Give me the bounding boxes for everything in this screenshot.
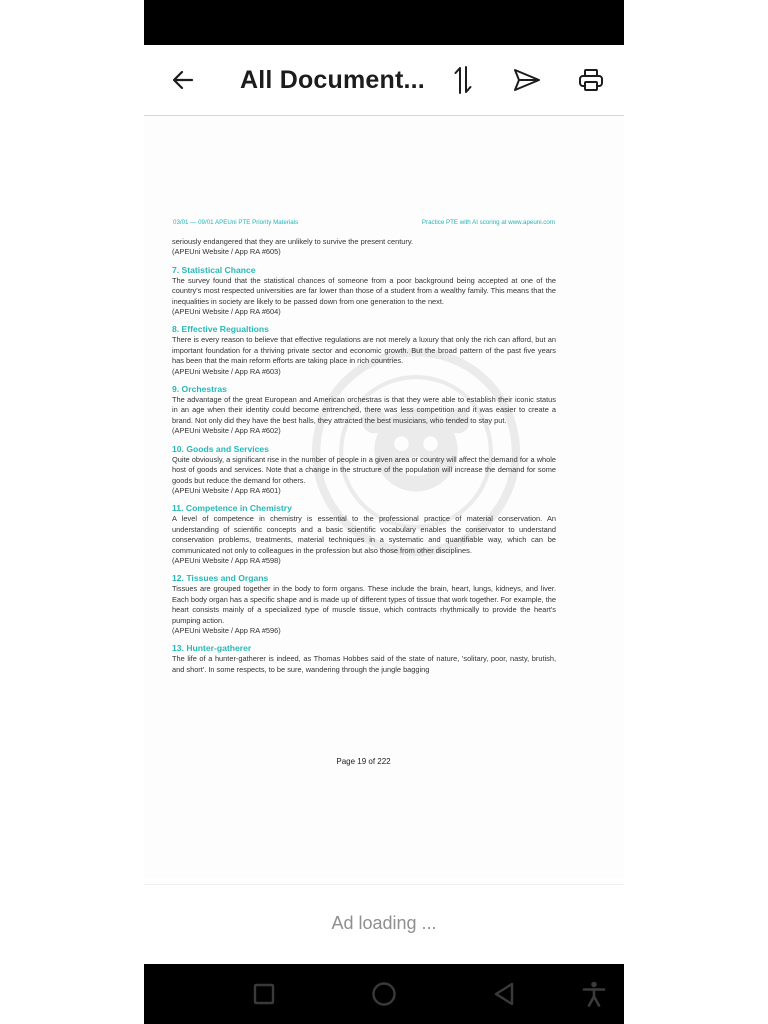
ad-banner[interactable] (144, 884, 624, 965)
section-body: A level of competence in chemistry is essential to the professional practice of material conservation. An understanding of scientific concepts and a basic scientific vocabulary enables the conservator to understand conservation problems, treatments, material techniques in a systematic and quantifiable way, which can be communicated not only to colleagues in the profession but also those from other disciplines. (172, 514, 556, 555)
send-icon[interactable] (510, 63, 544, 97)
section-body: The survey found that the statistical chances of someone from a poor background being accepted at one of the country's most respected universities are far lower than those of a student from a wealthy family. This means that the inequalities in society are likely to be passed down from one generation to the next. (172, 275, 556, 306)
section-13 (172, 642, 556, 675)
section-9 (172, 383, 556, 437)
intro-line: seriously endangered that they are unlikely to survive the present century. (172, 237, 414, 246)
section-title: 8. Effective Regualtions (172, 324, 269, 335)
section-title: 7. Statistical Chance (172, 264, 256, 275)
section-8 (172, 323, 556, 377)
page-content (172, 237, 556, 675)
header-left-text: 03/01 — 09/01 APEUni PTE Priority Materials (173, 219, 299, 226)
intro-source: (APEUni Website / App RA #605) (172, 247, 281, 257)
section-source: (APEUni Website / App RA #596) (172, 625, 281, 635)
section-7 (172, 264, 556, 318)
section-body: There is every reason to believe that effective regulations are not merely a luxury that only the rich can afford, but an important foundation for a thriving private sector and economic growth. But the broad pattern of the past five years has been that the main reform efforts are taking place in rich countries. (172, 335, 556, 366)
status-bar (144, 0, 624, 45)
section-body: Quite obviously, a significant rise in the number of people in a given area or country will affect the demand for a whole host of goods and services. Note that a change in the structure of the population will increase the demand for some goods but reduce the demand for others. (172, 454, 556, 485)
section-source: (APEUni Website / App RA #604) (172, 307, 281, 317)
page-indicator: Page 19 of 222 (336, 757, 391, 766)
section-title: 12. Tissues and Organs (172, 573, 269, 584)
section-title: 11. Competence in Chemistry (172, 503, 292, 514)
section-title: 9. Orchestras (172, 384, 227, 395)
document-title: All Document... (240, 66, 425, 94)
back-triangle-icon[interactable] (490, 980, 518, 1008)
section-body: Tissues are grouped together in the body to form organs. These include the brain, heart, lungs, kidneys, and liver. Each body organ has a specific shape and is made up of different types of tissue that work together. For example, the heart consists mainly of a specialized type of muscle tissue, which contracts rhythmically to provide the heart's pumping action. (172, 584, 556, 625)
header-right-text: Practice PTE with AI scoring at www.apeuni.com (421, 219, 555, 226)
section-title: 10. Goods and Services (172, 443, 269, 454)
app-toolbar (144, 45, 624, 116)
recents-square-icon[interactable] (250, 980, 278, 1008)
section-body: The life of a hunter-gatherer is indeed, as Thomas Hobbes said of the state of nature, 'solitary, poor, nasty, brutish, and short'. In some respects, to be sure, wandering through the jungle bagging (172, 654, 556, 674)
section-title: 13. Hunter-gatherer (172, 643, 252, 654)
section-source: (APEUni Website / App RA #602) (172, 426, 281, 436)
section-10 (172, 443, 556, 497)
accessibility-icon[interactable] (580, 980, 608, 1008)
section-11 (172, 502, 556, 566)
section-source: (APEUni Website / App RA #603) (172, 366, 281, 376)
ad-loading-text: Ad loading ... (331, 913, 437, 933)
vertical-scroll-icon[interactable] (446, 63, 480, 97)
page-running-header (173, 219, 555, 229)
section-body: The advantage of the great European and American orchestras is that they were able to establish their iconic status in an age when their identity could become entrenched, there was less competition and it was easier to create a brand. Not only did they have the best halls, they attracted the best musicians, who tended to stay put. (172, 395, 556, 425)
home-circle-icon[interactable] (370, 980, 398, 1008)
print-icon[interactable] (574, 63, 608, 97)
section-source: (APEUni Website / App RA #598) (172, 555, 281, 565)
pdf-viewer[interactable] (144, 116, 624, 878)
section-12 (172, 572, 556, 636)
back-arrow-icon[interactable] (166, 63, 200, 97)
system-navigation-bar (144, 964, 624, 1024)
section-source: (APEUni Website / App RA #601) (172, 485, 281, 495)
